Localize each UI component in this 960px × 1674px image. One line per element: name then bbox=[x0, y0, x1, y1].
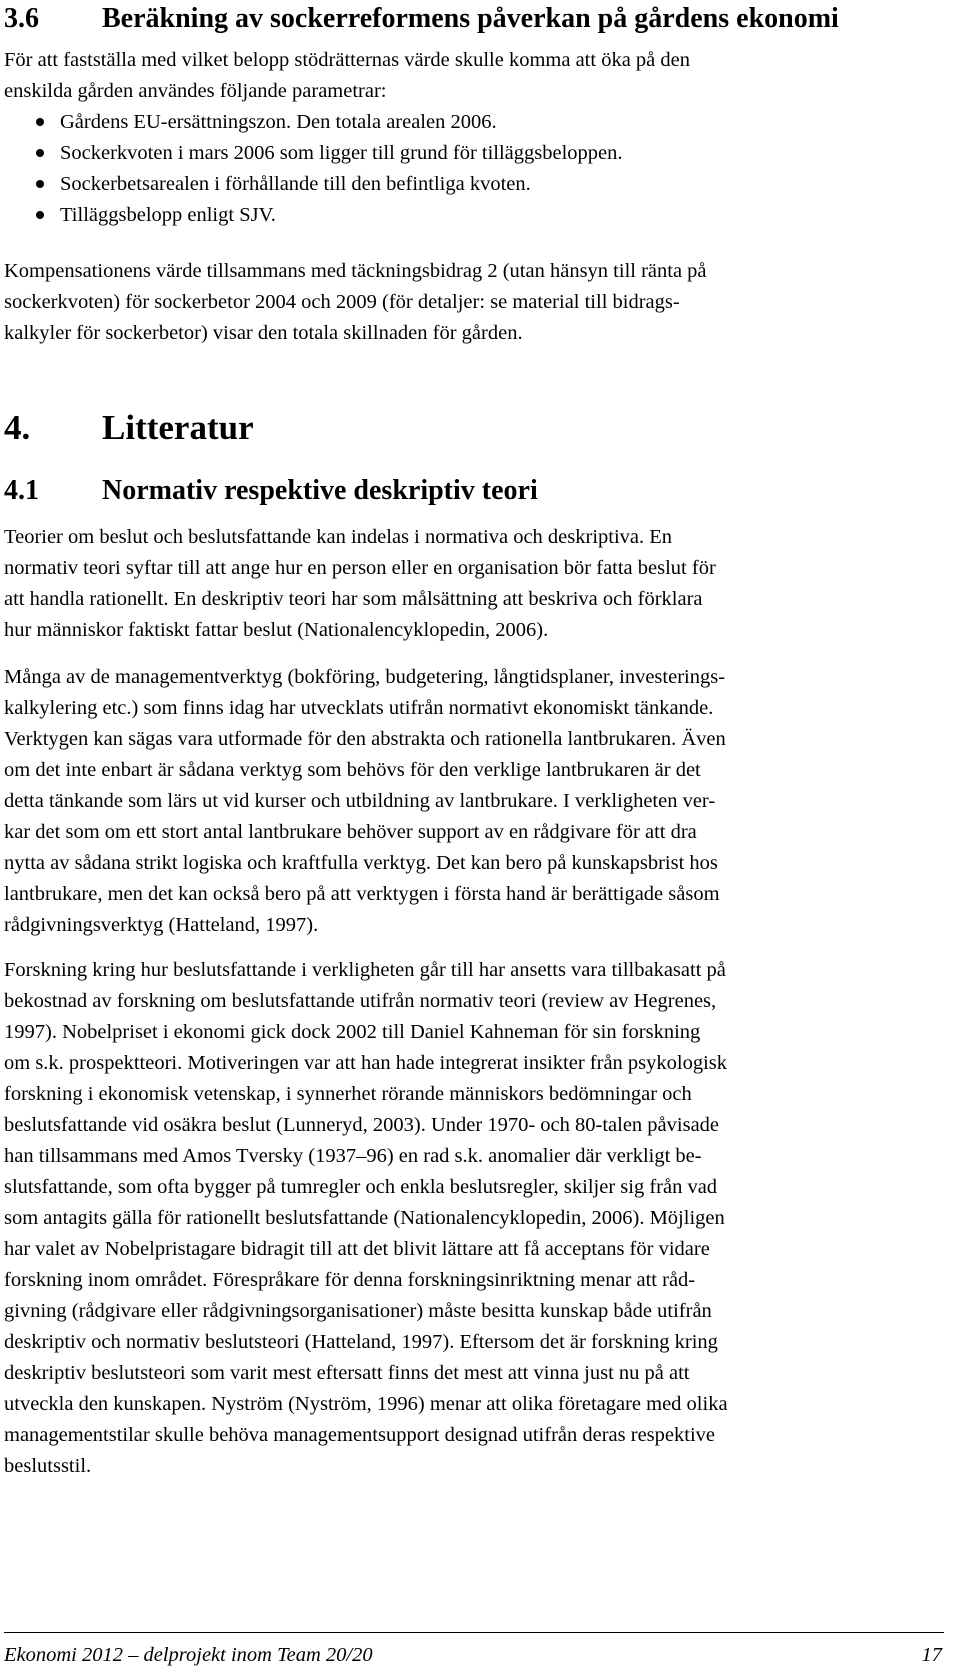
paragraph-management-tools bbox=[4, 662, 954, 941]
text-line: detta tänkande som lärs ut vid kurser och utbildning av lantbrukare. I verkligheten ver- bbox=[4, 790, 716, 812]
text-line: bekostnad av forskning om beslutsfattande utifrån normativ teori (review av Hegrenes, bbox=[4, 990, 717, 1012]
text-line: utveckla den kunskapen. Nyström (Nyström, 1996) menar att olika företagare med olika bbox=[4, 1393, 728, 1415]
bullet-icon bbox=[36, 180, 44, 188]
section-heading-3-6 bbox=[4, 2, 954, 36]
text-line: kalkylering etc.) som finns idag har utvecklats utifrån normativt ekonomiskt tänkande. bbox=[4, 697, 714, 719]
list-item: Sockerkvoten i mars 2006 som ligger till grund för tilläggsbeloppen. bbox=[36, 138, 936, 169]
text-line: att handla rationellt. En deskriptiv teori har som målsättning att beskriva och förklara bbox=[4, 588, 703, 610]
text-line: hur människor faktiskt fattar beslut (Nationalencyklopedin, 2006). bbox=[4, 619, 549, 641]
intro-paragraph bbox=[4, 45, 954, 107]
compensation-paragraph bbox=[4, 256, 954, 349]
section-number: 3.6 bbox=[4, 3, 39, 34]
section-title: Beräkning av sockerreformens påverkan på gårdens ekonomi bbox=[102, 3, 839, 34]
section-title: Litteratur bbox=[102, 408, 254, 447]
text-line: om s.k. prospektteori. Motiveringen var att han hade integrerat insikter från psykologisk bbox=[4, 1052, 728, 1074]
parameter-list bbox=[36, 107, 936, 231]
paragraph-descriptive-research bbox=[4, 955, 954, 1482]
text-line: normativ teori syftar till att ange hur en person eller en organisation bör fatta beslut för bbox=[4, 557, 716, 579]
text-line: kar det som om ett stort antal lantbrukare behöver support av en rådgivare för att dra bbox=[4, 821, 697, 843]
text-line: har valet av Nobelpristagare bidragit till att det blivit lättare att få acceptans för vidare bbox=[4, 1238, 710, 1260]
bullet-icon bbox=[36, 118, 44, 126]
text-line: lantbrukare, men det kan också bero på att verktygen i första hand är berättigade såsom bbox=[4, 883, 720, 905]
text-line: givning (rådgivare eller rådgivningsorganisationer) måste besitta kunskap både utifrån bbox=[4, 1300, 712, 1322]
section-heading-4 bbox=[4, 408, 954, 448]
text-line: 1997). Nobelpriset i ekonomi gick dock 2002 till Daniel Kahneman för sin forskning bbox=[4, 1021, 701, 1043]
text-line: enskilda gården användes följande parametrar: bbox=[4, 80, 387, 102]
page-footer bbox=[4, 1642, 944, 1668]
page-number: 17 bbox=[921, 1644, 942, 1666]
text-line: han tillsammans med Amos Tversky (1937–96) en rad s.k. anomalier där verkligt be- bbox=[4, 1145, 702, 1167]
text-line: Kompensationens värde tillsammans med täckningsbidrag 2 (utan hänsyn till ränta på bbox=[4, 260, 707, 282]
text-line: om det inte enbart är sådana verktyg som behövs för den verklige lantbrukaren är det bbox=[4, 759, 701, 781]
paragraph-normative-descriptive bbox=[4, 522, 954, 646]
section-title: Normativ respektive deskriptiv teori bbox=[102, 475, 538, 506]
bullet-icon bbox=[36, 149, 44, 157]
list-item: Sockerbetsarealen i förhållande till den befintliga kvoten. bbox=[36, 169, 936, 200]
text-line: kalkyler för sockerbetor) visar den totala skillnaden för gården. bbox=[4, 322, 523, 344]
text-line: beslutsfattande vid osäkra beslut (Lunneryd, 2003). Under 1970- och 80-talen påvisade bbox=[4, 1114, 720, 1136]
text-line: forskning inom området. Förespråkare för denna forskningsinriktning menar att råd- bbox=[4, 1269, 696, 1291]
section-number: 4.1 bbox=[4, 475, 39, 506]
text-line: managementstilar skulle behöva managementsupport designad utifrån deras respektive bbox=[4, 1424, 716, 1446]
text-line: som antagits gälla för rationellt beslutsfattande (Nationalencyklopedin, 2006). Möjligen bbox=[4, 1207, 725, 1229]
text-line: Forskning kring hur beslutsfattande i verkligheten går till har ansetts vara tillbakasatt på bbox=[4, 959, 726, 981]
text-line: deskriptiv och normativ beslutsteori (Hatteland, 1997). Eftersom det är forskning kring bbox=[4, 1331, 718, 1353]
text-line: nytta av sådana strikt logiska och kraftfulla verktyg. Det kan bero på kunskapsbrist hos bbox=[4, 852, 718, 874]
text-line: sockerkvoten) för sockerbetor 2004 och 2009 (för detaljer: se material till bidrags- bbox=[4, 291, 680, 313]
text-line: rådgivningsverktyg (Hatteland, 1997). bbox=[4, 914, 319, 936]
text-line: deskriptiv beslutsteori som varit mest eftersatt finns det mest att vinna just nu på att bbox=[4, 1362, 690, 1384]
text-line: Många av de managementverktyg (bokföring, budgetering, långtidsplaner, investerings- bbox=[4, 666, 726, 688]
text-line: Verktygen kan sägas vara utformade för den abstrakta och rationella lantbrukaren. Även bbox=[4, 728, 726, 750]
footer-title: Ekonomi 2012 – delprojekt inom Team 20/20 bbox=[4, 1644, 373, 1666]
section-heading-4-1 bbox=[4, 474, 954, 508]
footer-divider bbox=[4, 1632, 944, 1633]
text-line: Teorier om beslut och beslutsfattande kan indelas i normativa och deskriptiva. En bbox=[4, 526, 673, 548]
list-item: Tilläggsbelopp enligt SJV. bbox=[36, 200, 936, 231]
list-item: Gårdens EU-ersättningszon. Den totala arealen 2006. bbox=[36, 107, 936, 138]
section-number: 4. bbox=[4, 408, 31, 447]
text-line: slutsfattande, som ofta bygger på tumregler och enkla beslutsregler, skiljer sig från vad bbox=[4, 1176, 718, 1198]
text-line: forskning i ekonomisk vetenskap, i synnerhet rörande människors bedömningar och bbox=[4, 1083, 692, 1105]
text-line: För att fastställa med vilket belopp stödrätternas värde skulle komma att öka på den bbox=[4, 49, 690, 71]
bullet-icon bbox=[36, 211, 44, 219]
text-line: beslutsstil. bbox=[4, 1455, 92, 1477]
